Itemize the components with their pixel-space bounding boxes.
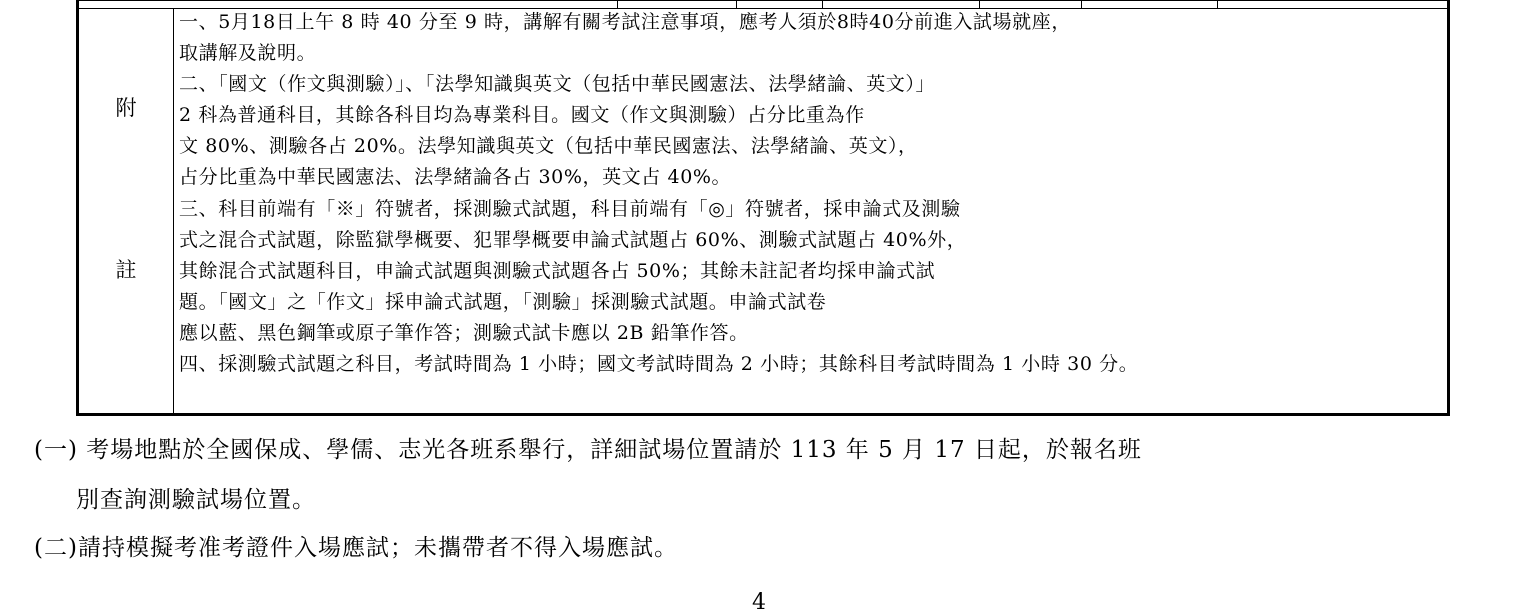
previous-row-divider — [617, 1, 618, 8]
paragraph-1-line-2: 別查詢測驗試場位置。 — [76, 487, 316, 513]
notes-label-cell — [79, 8, 174, 413]
paragraph-1-line-1: (一) 考場地點於全國保成、學儒、志光各班系舉行，詳細試場位置請於 113 年 5 月 17 日起，於報名班 — [34, 437, 1142, 463]
note-line: 三、科目前端有「※」符號者，採測驗式試題，科目前端有「◎」符號者，採申論式及測驗 — [179, 198, 961, 220]
note-line: 二、「國文（作文與測驗）」、「法學知識與英文（包括中華民國憲法、法學緒論、英文）」 — [179, 73, 936, 95]
page-number: 4 — [752, 590, 766, 615]
note-line: 應以藍、黑色鋼筆或原子筆作答；測驗式試卡應以 2B 鉛筆作答。 — [179, 322, 749, 344]
previous-row-divider — [1217, 1, 1218, 8]
note-line: 四、採測驗式試題之科目，考試時間為 1 小時；國文考試時間為 2 小時；其餘科目考試時間為 1 小時 30 分。 — [179, 353, 1139, 375]
previous-row-divider — [736, 1, 737, 8]
note-line: 占分比重為中華民國憲法、法學緒論各占 30%，英文占 40%。 — [179, 166, 732, 188]
note-line: 2 科為普通科目，其餘各科目均為專業科目。國文（作文與測驗）占分比重為作 — [179, 104, 865, 126]
notes-content-cell — [179, 10, 1443, 413]
note-line: 式之混合式試題，除監獄學概要、犯罪學概要申論式試題占 60%、測驗式試題占 40%外， — [179, 229, 967, 251]
note-line: 一、5月18日上午 8 時 40 分至 9 時，講解有關考試注意事項，應考人須於8時40分前進入試場就座， — [179, 11, 1071, 33]
note-line: 其餘混合式試題科目，申論式試題與測驗式試題各占 50%；其餘未註記者均採申論式試 — [179, 260, 936, 282]
previous-row-divider — [822, 1, 823, 8]
previous-row-divider — [1081, 1, 1082, 8]
notes-table — [76, 0, 1450, 416]
previous-table-row-fragment — [79, 1, 1447, 9]
note-line: 題。「國文」之「作文」採申論式試題，「測驗」採測驗式試題。申論式試卷 — [179, 291, 827, 313]
note-line: 文 80%、測驗各占 20%。法學知識與英文（包括中華民國憲法、法學緒論、英文）， — [179, 135, 918, 157]
note-line: 取講解及說明。 — [179, 42, 317, 64]
notes-label-char: 註 — [115, 258, 137, 282]
previous-row-divider — [979, 1, 980, 8]
notes-label-char: 附 — [115, 96, 137, 120]
paragraph-2: (二)請持模擬考准考證件入場應試；未攜帶者不得入場應試。 — [34, 535, 678, 561]
